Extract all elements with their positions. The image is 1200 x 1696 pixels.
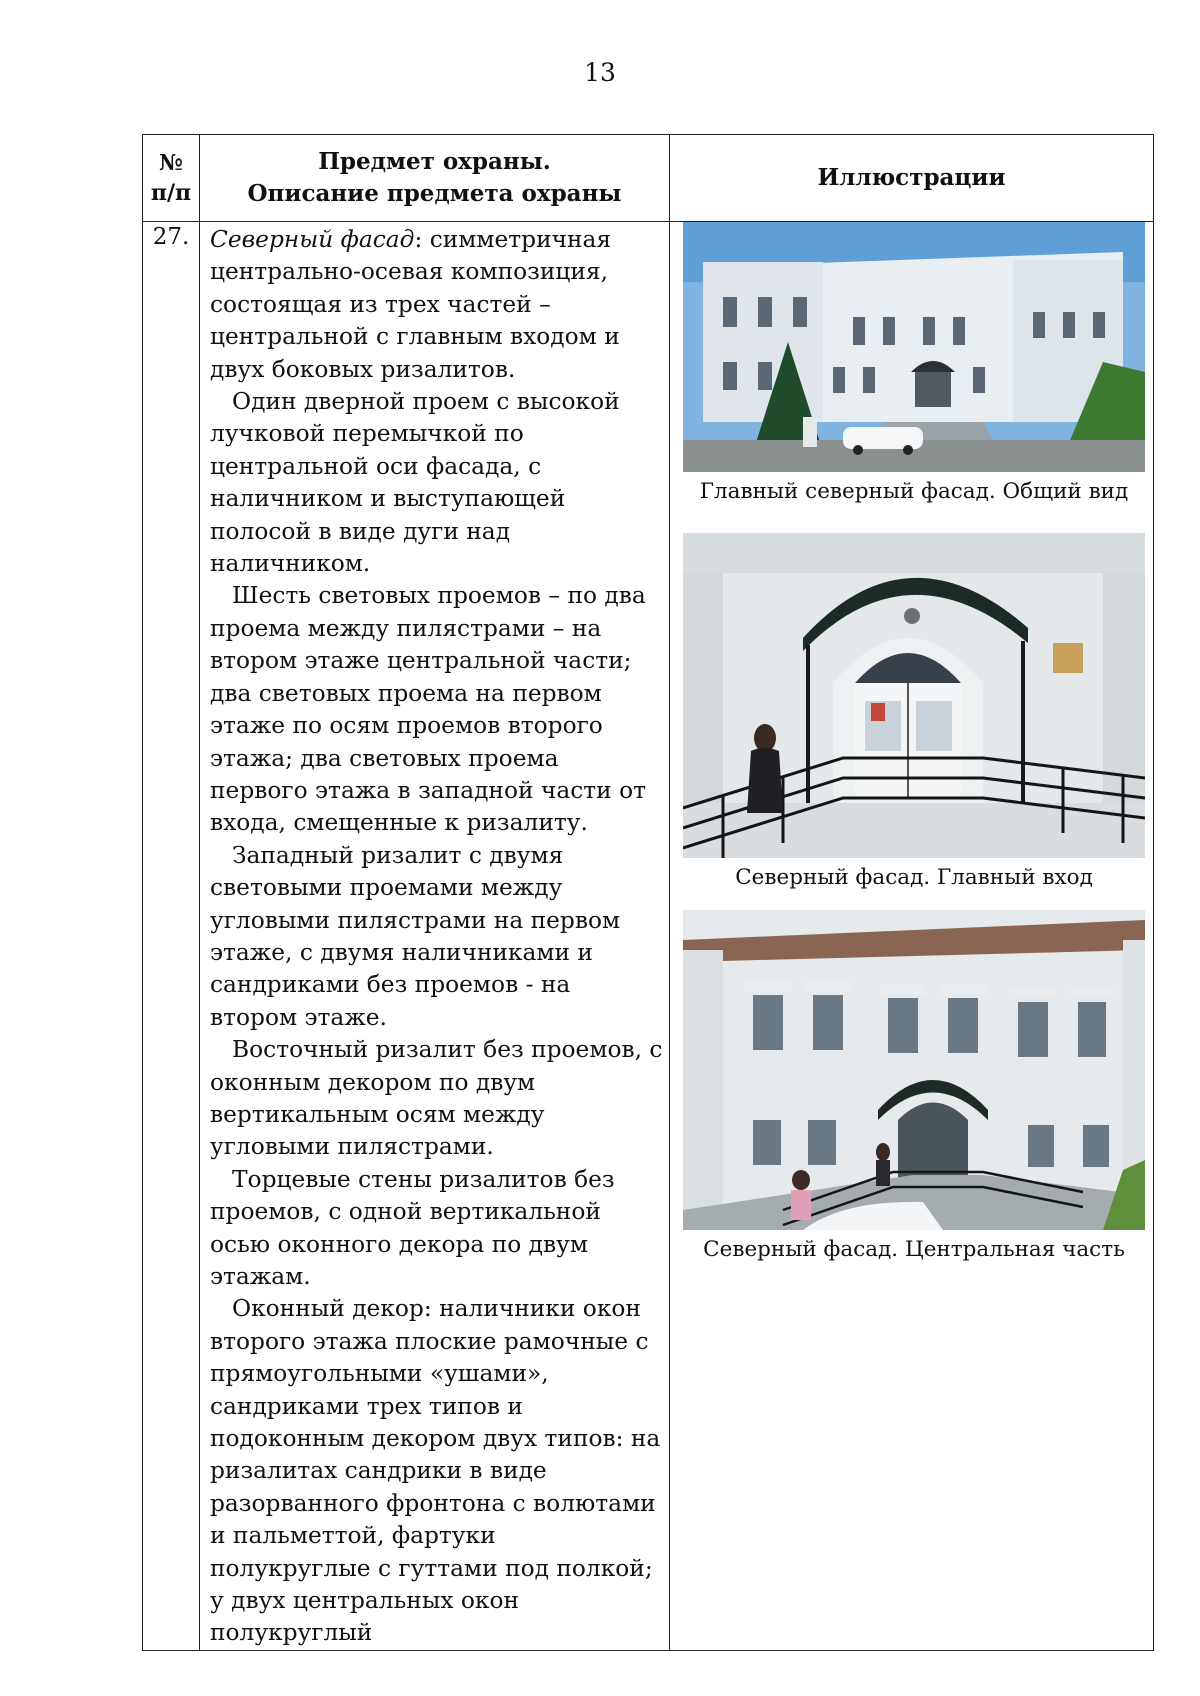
figure-main-entrance [683,533,1145,892]
header-subject-line2: Описание предмета охраны [247,180,622,207]
figure-caption: Северный фасад. Главный вход [735,865,1093,890]
table-header-row [143,135,1154,222]
description-paragraph: Торцевые стены ризалитов без проемов, с одной вертикальной осью оконного декора по двум этажам. [210,1165,615,1290]
figure-general-view [683,222,1145,506]
figure-caption: Главный северный фасад. Общий вид [699,479,1129,504]
protection-subject-table [142,134,1154,1651]
table-row [143,222,1154,1651]
header-number-symbol: № [159,150,183,176]
description-paragraph: Шесть световых проемов – по два проема между пилястрами – на втором этаже центральной части; два световых проема на первом этаже по осям проемов второго этажа; два световых проема первого этажа в западной части от входа, смещенные к ризалиту. [210,582,646,837]
description-text: : симметричная центрально-осевая композиция, состоящая из трех частей – центральной с главным входом и двух боковых ризалитов. [210,226,620,383]
header-subject-line1: Предмет охраны. [318,148,551,175]
description-paragraph: Западный ризалит с двумя световыми проемами между угловыми пилястрами на первом этаже, с двумя наличниками и сандриками без проемов - на втором этаже. [210,841,621,1031]
header-subject [200,135,670,222]
figure-central-part [683,910,1145,1264]
page-number: 13 [584,58,616,87]
description-paragraph: Один дверной проем с высокой лучковой перемычкой по центральной оси фасада, с наличником и выступающей полосой в виде дуги над наличником. [210,388,620,578]
description-paragraph: Оконный декор: наличники окон второго этажа плоские рамочные с прямоугольными «ушами», сандриками трех типов и подоконным декором двух типов: на ризалитах сандрики в виде разорванного фронтона с волютами и пальметтой, фартуки полукруглые с гуттами под полкой; у двух центральных окон полукруглый [210,1295,661,1647]
description-paragraph [210,224,663,386]
illustrations-cell [670,222,1154,1651]
header-number-abbr: п/п [150,180,192,206]
row-number: 27. [143,222,200,1651]
photo-north-facade-general [683,222,1145,472]
photo-north-facade-central [683,910,1145,1230]
header-illustrations: Иллюстрации [670,135,1154,222]
figure-caption: Северный фасад. Центральная часть [703,1237,1125,1262]
photo-north-facade-entrance [683,533,1145,858]
header-number [143,135,200,222]
description-lead: Северный фасад [210,226,415,253]
description-paragraph: Восточный ризалит без проемов, с оконным декором по двум вертикальным осям между угловыми пилястрами. [210,1036,663,1161]
description-cell [200,222,670,1651]
